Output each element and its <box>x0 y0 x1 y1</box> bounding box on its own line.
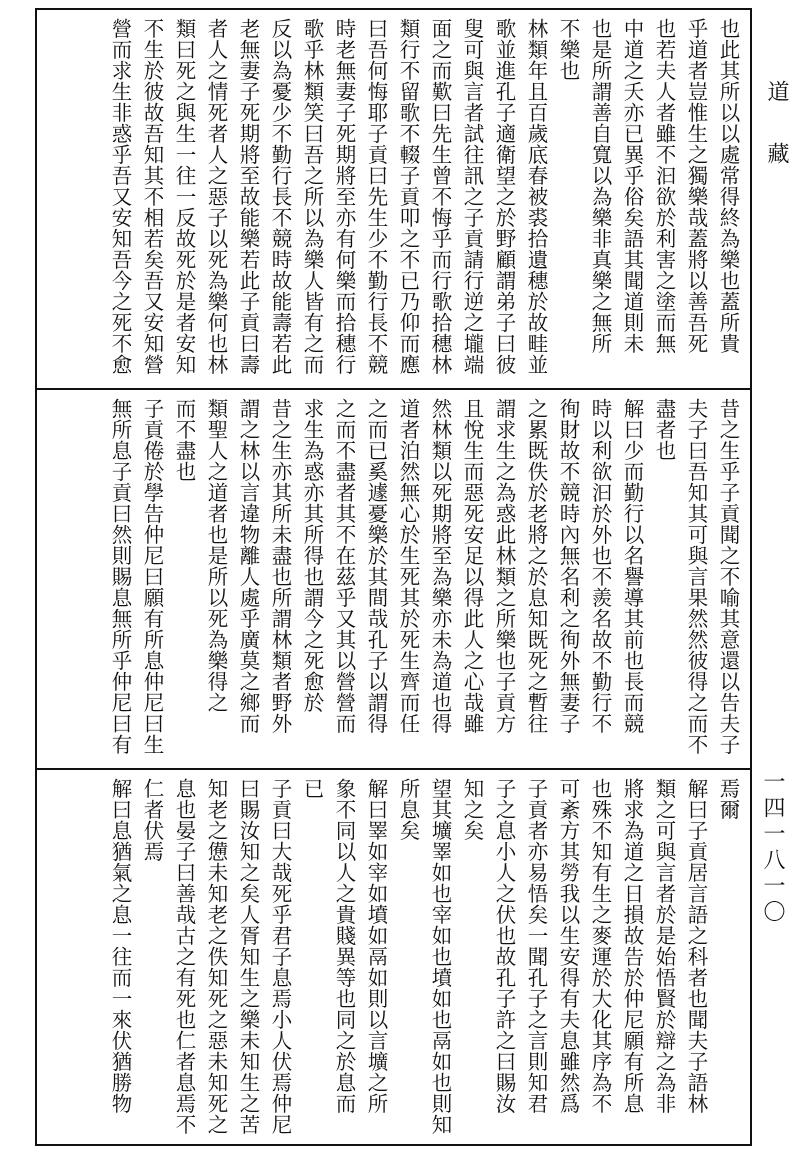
text-column: 夫子曰吾知其可與言果然然彼得之而不 <box>684 398 708 755</box>
text-column: 所息矣 <box>396 778 420 841</box>
text-column: 道者泊然無心於生死其於死生齊而任 <box>396 398 420 734</box>
text-band-top <box>37 10 750 390</box>
text-column: 歌並進孔子適衛望之於野顧謂弟子曰彼 <box>492 18 516 375</box>
text-column: 昔之生乎子貢聞之不喻其意還以告夫子 <box>716 398 740 755</box>
text-frame <box>35 8 752 1146</box>
text-column: 解曰睪如宰如墳如鬲如則以言壙之所 <box>364 778 388 1114</box>
text-column: 仁者伏焉 <box>140 778 164 862</box>
text-column: 類曰死之與生一往一反故死於是者安知 <box>172 18 196 375</box>
text-band-bottom <box>37 770 750 1144</box>
text-column: 也殊不知有生之麥運於大化其序為不 <box>588 778 612 1114</box>
text-column: 林類年且百歲底春被裘拾遺穗於故畦並 <box>524 18 548 375</box>
text-column: 之而已奚遽憂樂於其間哉孔子以謂得 <box>364 398 388 734</box>
column-group <box>43 18 744 380</box>
text-column: 解曰子貢居言語之科者也聞夫子語林 <box>684 778 708 1114</box>
text-column: 時老無妻子死期將至亦有何樂而拾穗行 <box>332 18 356 375</box>
text-column: 謂之林以言違物離人處乎廣莫之鄉而 <box>236 398 260 734</box>
text-column: 老無妻子死期將至故能樂若此子貢曰壽 <box>236 18 260 375</box>
text-column: 而不盡也 <box>172 398 196 482</box>
text-column: 焉爾 <box>716 778 740 820</box>
text-column: 子貢者亦易悟矣一聞孔子之言則知君 <box>524 778 548 1114</box>
text-column: 子貢曰大哉死乎君子息焉小人伏焉仲尼 <box>268 778 292 1135</box>
text-column: 謂求生之為惑此林類之所樂也子貢方 <box>492 398 516 734</box>
text-column: 求生為惑亦其所得也謂今之死愈於 <box>300 398 324 713</box>
text-column: 不生於彼故吾知其不相若矣吾又安知營 <box>140 18 164 375</box>
text-column: 可紊方其勞我以生安得有夫息雖然爲 <box>556 778 580 1114</box>
text-column: 也此其所以以處常得終為樂也蓋所貴 <box>716 18 740 354</box>
text-column: 不樂也 <box>556 18 580 81</box>
text-column: 也是所謂善自寬以為樂非真樂之無所 <box>588 18 612 354</box>
text-column: 知之矣 <box>460 778 484 841</box>
page-number: 一四一八一〇 <box>760 770 785 926</box>
text-column: 類聖人之道者也是所以死為樂得之 <box>204 398 228 713</box>
text-column: 面之而歎曰先生曾不悔乎而行歌拾穗林 <box>428 18 452 375</box>
text-column: 類之可與言者於是始悟賢於辯之為非 <box>652 778 676 1114</box>
text-column: 徇財故不競時內無名利之徇外無妻子 <box>556 398 580 734</box>
text-column: 子之息小人之伏也故孔子許之曰賜汝 <box>492 778 516 1114</box>
text-column: 息也晏子曰善哉古之有死也仁者息焉不 <box>172 778 196 1135</box>
text-column: 曰吾何悔耶子貢曰先生少不勤行長不競 <box>364 18 388 375</box>
text-column: 營而求生非惑乎吾又安知吾今之死不愈 <box>108 18 132 375</box>
collection-title: 道藏 <box>764 80 789 204</box>
text-column: 解曰息猶氣之息一往而一來伏猶勝物 <box>108 778 132 1114</box>
text-column: 盡者也 <box>652 398 676 461</box>
text-column: 乎道者豈惟生之獨樂哉蓋將以善吾死 <box>684 18 708 354</box>
text-column: 也若夫人者雖不汩欲於利害之塗而無 <box>652 18 676 354</box>
text-band-middle <box>37 390 750 770</box>
text-column: 之累既佚於老將之於息知既死之暫往 <box>524 398 548 734</box>
text-column: 類行不留歌不輟子貢叩之不已乃仰而應 <box>396 18 420 375</box>
text-column: 之而不盡者其不在茲乎又其以營營而 <box>332 398 356 734</box>
text-column: 曰賜汝知之矣人胥知生之樂未知生之苦 <box>236 778 260 1135</box>
text-column: 望其壙睪如也宰如也墳如也鬲如也則知 <box>428 778 452 1135</box>
text-column: 昔之生亦其所未盡也所謂林類者野外 <box>268 398 292 734</box>
text-column: 子貢倦於學告仲尼曰願有所息仲尼曰生 <box>140 398 164 755</box>
text-column: 者人之情死者人之惡子以死為樂何也林 <box>204 18 228 375</box>
column-group <box>43 398 744 760</box>
text-column: 中道之夭亦已異乎俗矣語其聞道則未 <box>620 18 644 354</box>
text-column: 然林類以死期將至為樂亦未為道也得 <box>428 398 452 734</box>
text-column: 歌乎林類笑曰吾之所以為樂人皆有之而 <box>300 18 324 375</box>
text-column: 已 <box>300 778 324 799</box>
text-column: 叟可與言者試往訊之子貢請行逆之壠端 <box>460 18 484 375</box>
text-column: 無所息子貢曰然則賜息無所乎仲尼曰有 <box>108 398 132 755</box>
text-column: 解曰少而勤行以名譽導其前也長而競 <box>620 398 644 734</box>
text-column: 將求為道之日損故告於仲尼願有所息 <box>620 778 644 1114</box>
text-column: 反以為憂少不勤行長不競時故能壽若此 <box>268 18 292 375</box>
text-column: 時以利欲汩於外也不羨名故不勤行不 <box>588 398 612 734</box>
text-column: 且悅生而惡死安足以得此人之心哉雖 <box>460 398 484 734</box>
text-column: 象不同以人之貴賤異等也同之於息而 <box>332 778 356 1114</box>
column-group <box>43 778 744 1136</box>
text-column: 知老之憊未知老之佚知死之惡未知死之 <box>204 778 228 1135</box>
